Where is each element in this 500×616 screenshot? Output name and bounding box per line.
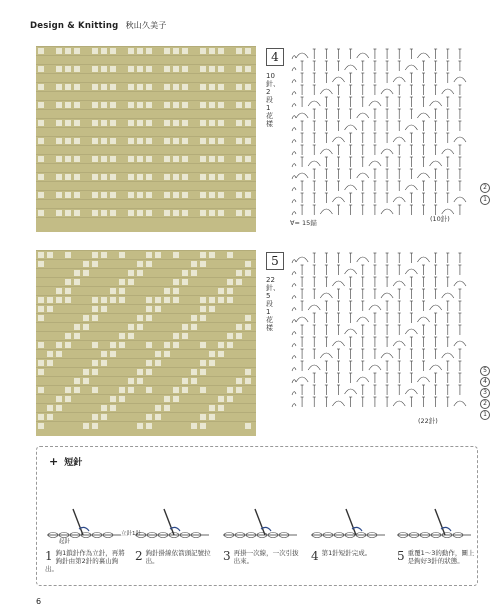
pattern-repeat-label-4: 10針、2段1花樣 (266, 72, 280, 128)
row-marker: 2 (480, 183, 490, 193)
technique-title: + 短針 (49, 455, 83, 468)
page-header (30, 20, 167, 31)
technique-panel (36, 446, 478, 586)
start-chain-label: 起針 (59, 539, 71, 545)
header-author: 秋山久美子 (125, 21, 167, 30)
step-caption-3: 3 再掛一次線，一次引拔出來。 (223, 549, 299, 565)
pattern-number-5: 5 (266, 252, 284, 270)
pattern-number-4: 4 (266, 48, 284, 66)
step-illustration-3 (219, 505, 301, 547)
crochet-chart-5 (290, 248, 470, 420)
step-caption-1: 1 鉤1鎖針作為立針，再將鉤針由第2針的裏山鉤出。 (45, 549, 125, 573)
pattern-repeat-label-5: 22針、5段1花樣 (266, 276, 280, 332)
step-caption-4: 4 第1針短針完成。 (311, 549, 372, 563)
step-illustration-5 (393, 505, 475, 547)
step-caption-5: 5 重覆1～3的動作，圖上是鉤好3針的狀態。 (397, 549, 475, 565)
row-marker: 3 (480, 388, 490, 398)
chain-up-label: 立針1針 (121, 531, 141, 537)
step-illustration-2 (131, 505, 213, 547)
row-marker: 4 (480, 377, 490, 387)
header-title: Design & Knitting (30, 21, 119, 31)
swatch-photo-4 (36, 46, 256, 232)
foundation-note: ∀= 15錨 (290, 219, 317, 227)
page-number: 6 (36, 597, 42, 606)
stitch-count-4: (10針) (430, 215, 450, 223)
row-marker: 1 (480, 410, 490, 420)
swatch-photo-5 (36, 250, 256, 436)
plus-icon: + (49, 455, 59, 468)
step-caption-2: 2 鉤針掛線依箭頭記號拉出。 (135, 549, 211, 565)
crochet-chart-4 (290, 44, 470, 220)
row-marker: 2 (480, 399, 490, 409)
row-marker: 5 (480, 366, 490, 376)
row-marker: 1 (480, 195, 490, 205)
step-illustration-1 (43, 505, 125, 547)
step-illustration-4 (307, 505, 389, 547)
stitch-count-5: (22針) (418, 417, 438, 425)
